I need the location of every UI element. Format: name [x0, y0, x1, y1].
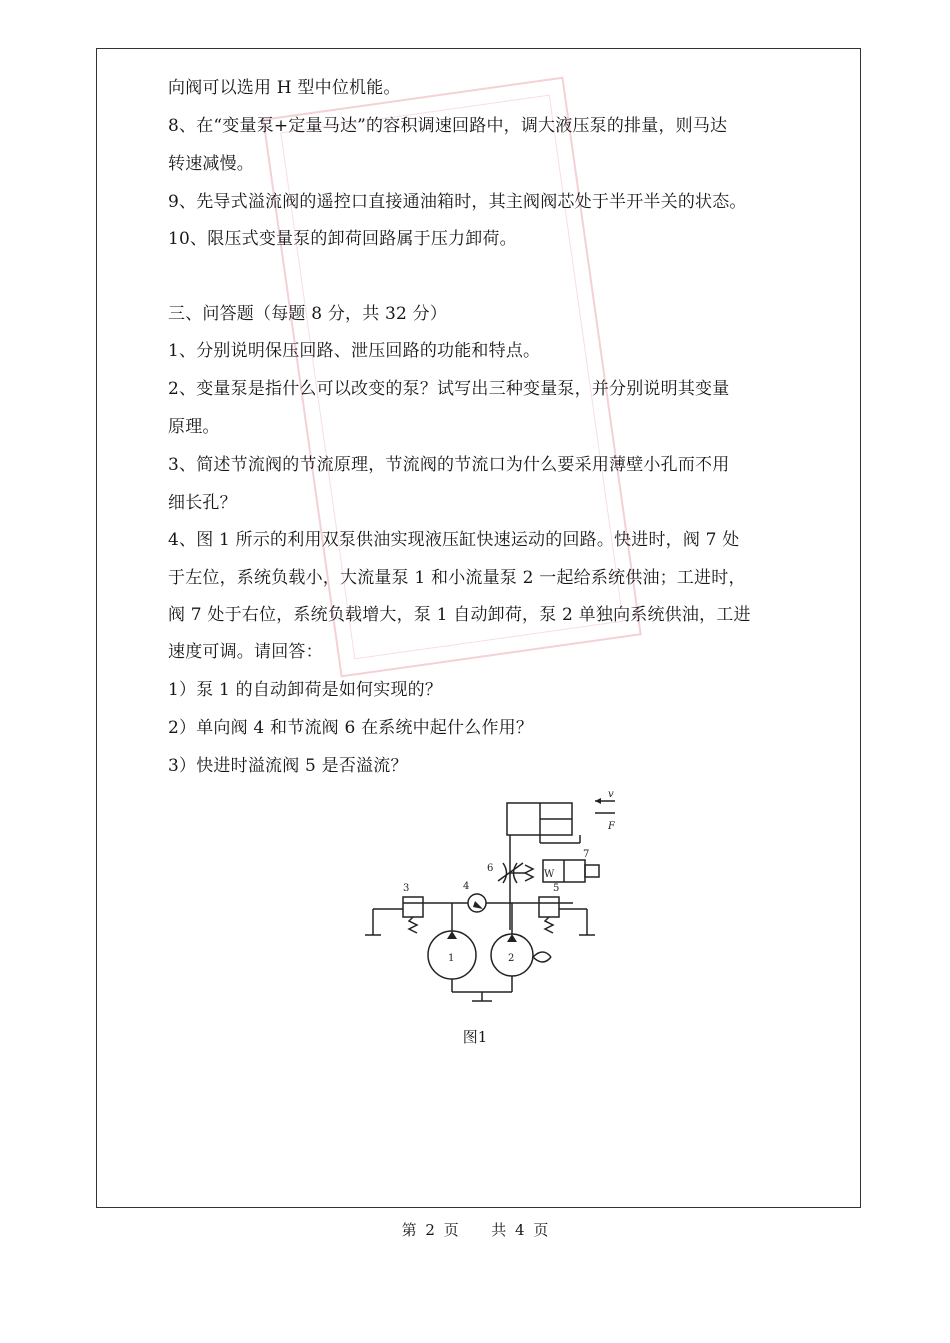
label-spring-symbol: W — [544, 869, 555, 880]
page-footer — [0, 1221, 950, 1239]
question-line: 2）单向阀 4 和节流阀 6 在系统中起什么作用？ — [168, 718, 534, 738]
text-line: 9、先导式溢流阀的遥控口直接通油箱时，其主阀阀芯处于半开半关的状态。 — [168, 192, 747, 212]
label-directional-valve: 7 — [583, 849, 590, 860]
label-relief-left: 3 — [403, 883, 410, 894]
question-line: 原理。 — [168, 417, 220, 437]
figure-caption: 图1 — [462, 1028, 488, 1046]
question-line: 1）泵 1 的自动卸荷是如何实现的？ — [168, 680, 443, 700]
label-throttle: 6 — [487, 863, 494, 874]
question-line: 4、图 1 所示的利用双泵供油实现液压缸快速运动的回路。快进时，阀 7 处 — [168, 530, 740, 550]
pump-arrow-icon — [507, 934, 517, 942]
page-number: 第 2 页 — [401, 1221, 459, 1239]
label-relief-right: 5 — [553, 883, 560, 894]
question-line: 1、分别说明保压回路、泄压回路的功能和特点。 — [168, 341, 541, 361]
question-line: 速度可调。请回答： — [168, 642, 323, 662]
label-check-valve: 4 — [463, 881, 470, 892]
label-pump-1: 1 — [448, 953, 455, 964]
text-line: 向阀可以选用 H 型中位机能。 — [168, 78, 401, 98]
label-pump-2: 2 — [508, 953, 515, 964]
question-line: 3）快进时溢流阀 5 是否溢流？ — [168, 756, 408, 776]
page-total: 共 4 页 — [491, 1221, 549, 1239]
label-velocity: v — [608, 789, 614, 800]
text-line: 转速减慢。 — [168, 154, 254, 174]
question-line: 细长孔？ — [168, 493, 237, 513]
throttle-valve — [503, 863, 507, 883]
question-line: 于左位，系统负载小，大流量泵 1 和小流量泵 2 一起给系统供油；工进时， — [168, 568, 746, 588]
question-line: 3、简述节流阀的节流原理，节流阀的节流口为什么要采用薄壁小孔而不用 — [168, 455, 730, 475]
arrow-left-icon — [595, 798, 601, 804]
relief-valve-3 — [403, 897, 423, 917]
hydraulic-circuit-diagram — [355, 785, 615, 1015]
label-force: F — [608, 821, 615, 832]
text-line: 10、限压式变量泵的卸荷回路属于压力卸荷。 — [168, 229, 517, 249]
question-line: 2、变量泵是指什么可以改变的泵？试写出三种变量泵，并分别说明其变量 — [168, 379, 730, 399]
pump-arrow-icon — [447, 931, 457, 939]
question-line: 阀 7 处于右位，系统负载增大，泵 1 自动卸荷，泵 2 单独向系统供油，工进 — [168, 605, 751, 625]
section-heading: 三、问答题（每题 8 分，共 32 分） — [168, 304, 448, 324]
relief-valve-5 — [539, 897, 559, 917]
text-line: 8、在“变量泵+定量马达”的容积调速回路中，调大液压泵的排量，则马达 — [168, 116, 728, 136]
